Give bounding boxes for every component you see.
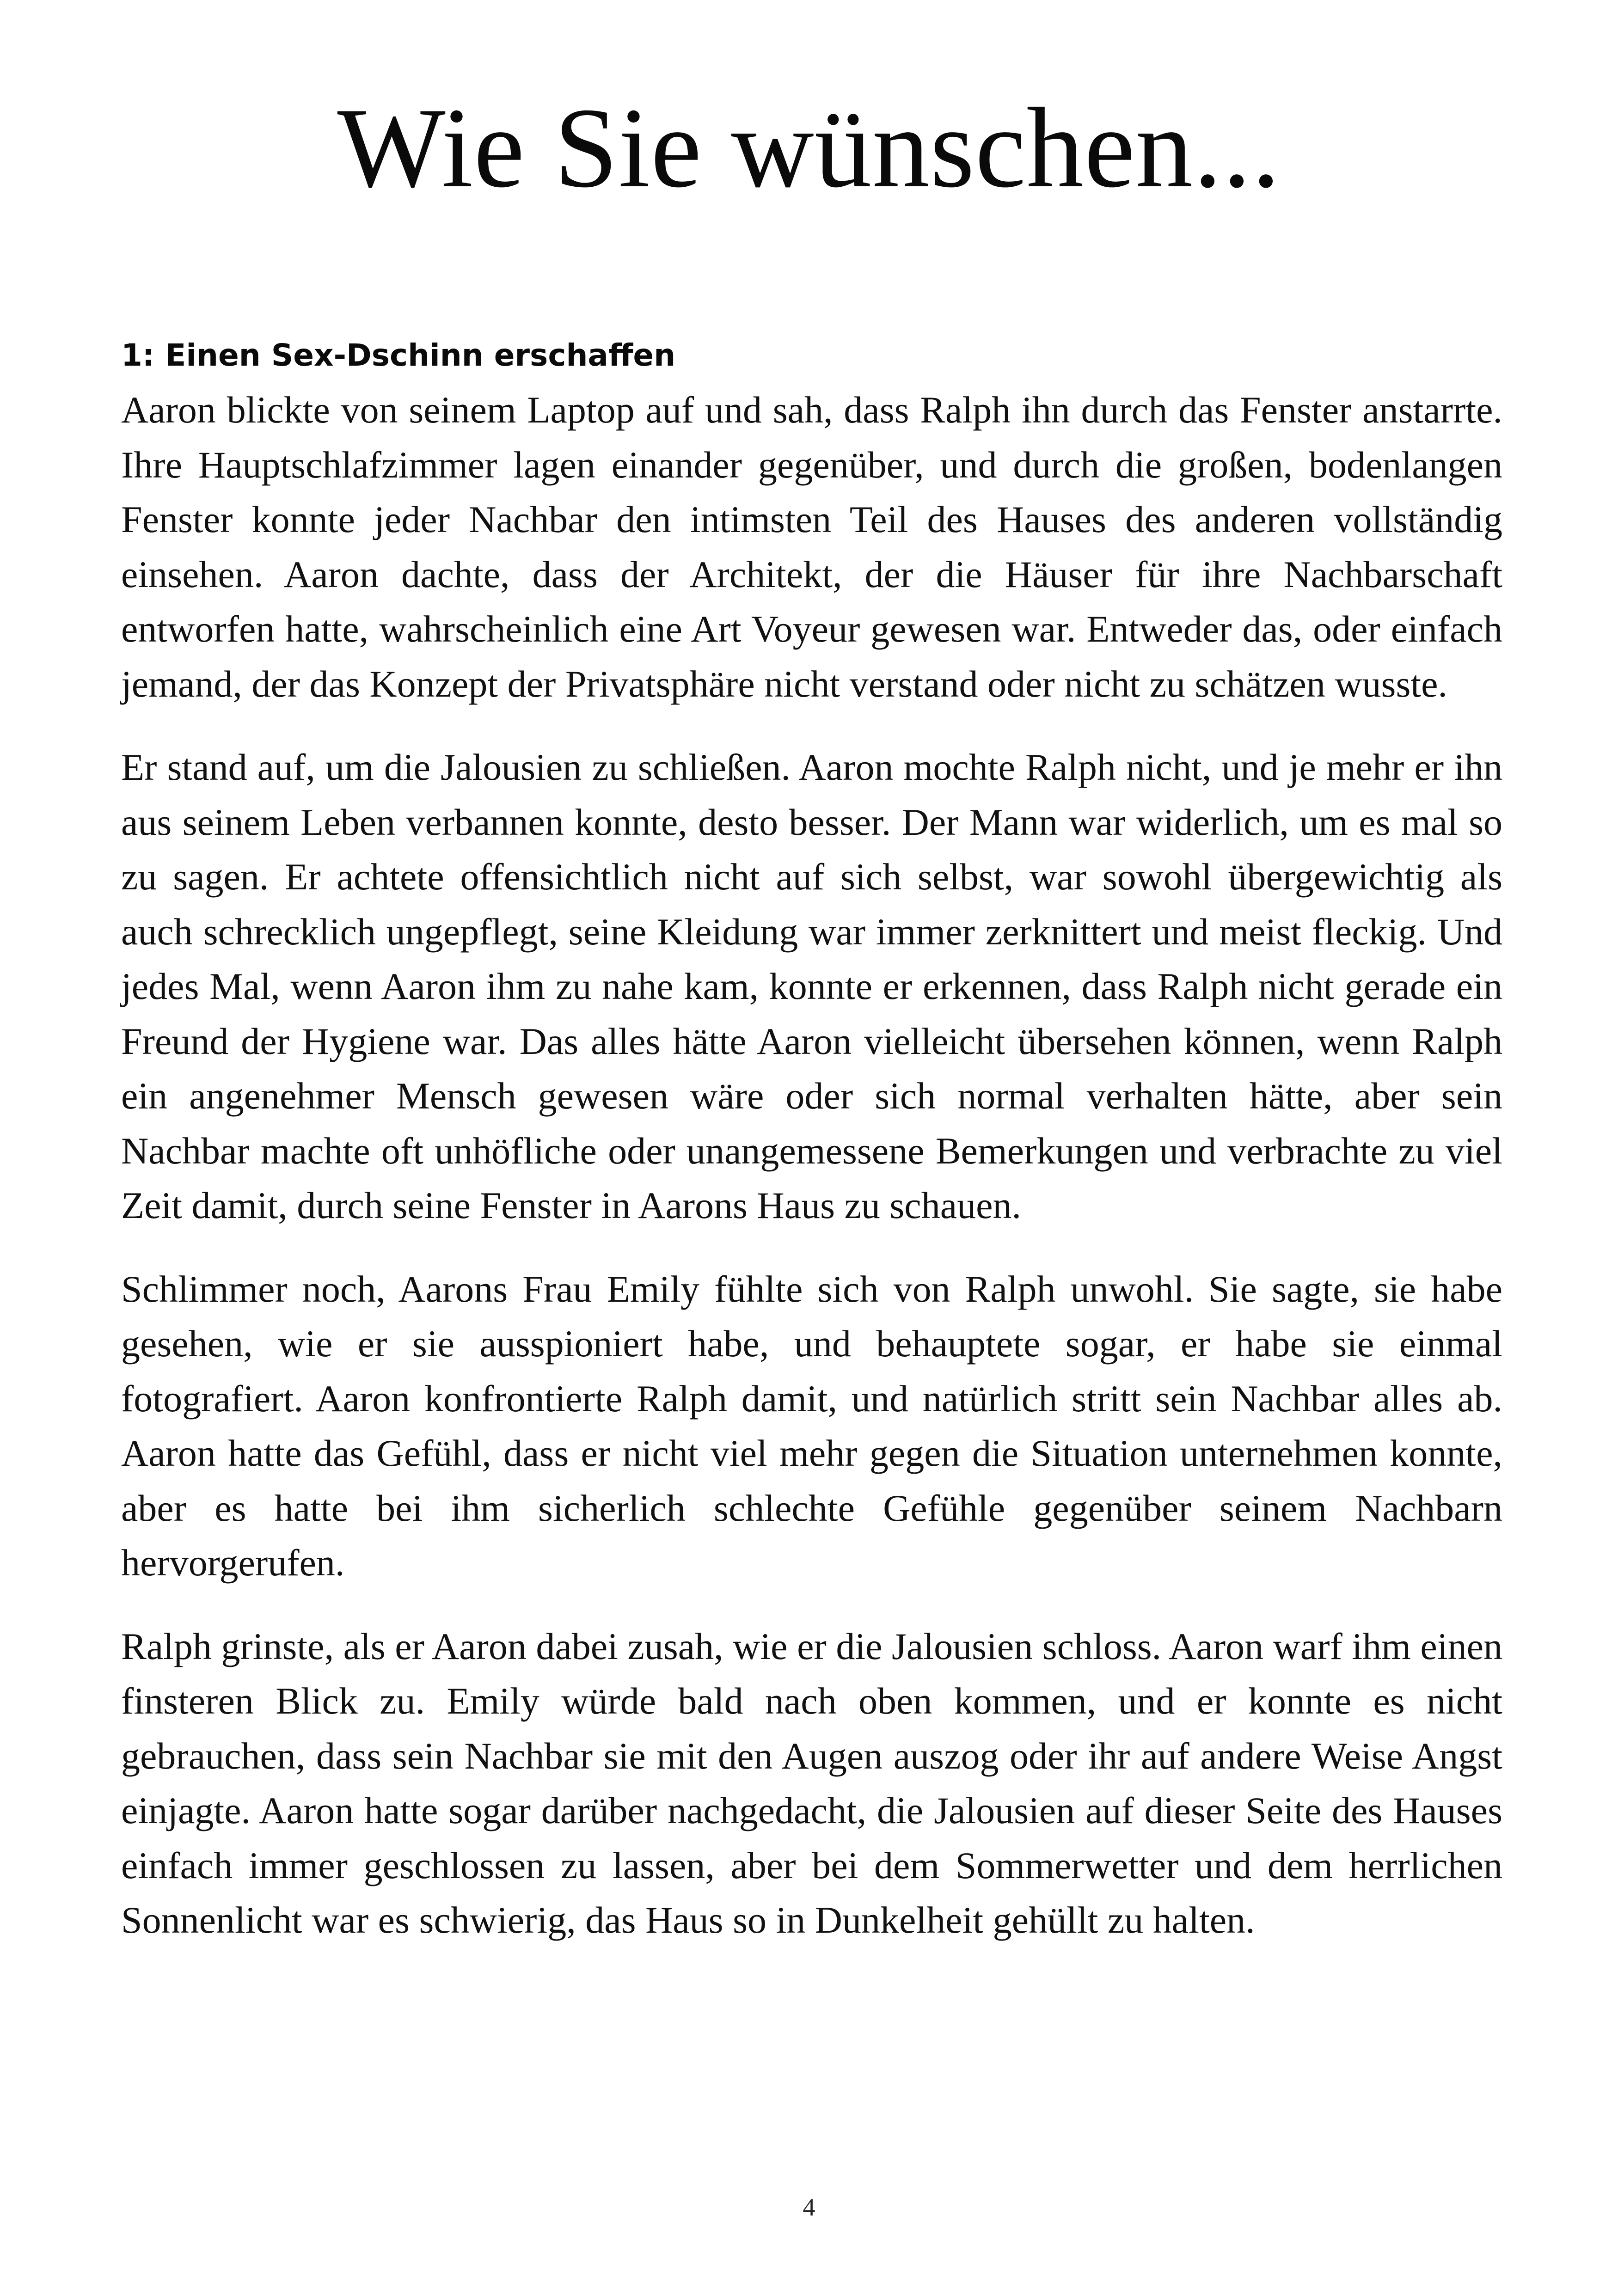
- paragraph-4: Ralph grinste, als er Aaron dabei zusah, wie er die Jalousien schloss. Aaron warf ihm einen finsteren Blick zu. Emily würde bald nach oben kommen, und er konnte es nicht gebrauchen, dass sein Nachbar sie mit den Augen auszog oder ihr auf andere Weise Angst einjagte. Aaron hatte sogar darüber nachgedacht, die Jalousien auf dieser Seite des Hauses einfach immer geschlossen zu lassen, aber bei dem Sommerwetter und dem herrlichen Sonnenlicht war es schwierig, das Haus so in Dunkelheit gehüllt zu halten.: [121, 1625, 1502, 1941]
- chapter-content: [121, 328, 1502, 1977]
- paragraph-3: Schlimmer noch, Aarons Frau Emily fühlte sich von Ralph unwohl. Sie sagte, sie habe gesehen, wie er sie ausspioniert habe, und behauptete sogar, er habe sie einmal fotografiert. Aaron konfrontierte Ralph damit, und natürlich stritt sein Nachbar alles ab. Aaron hatte das Gefühl, dass er nicht viel mehr gegen die Situation unternehmen konnte, aber es hatte bei ihm sicherlich schlechte Gefühle gegenüber seinem Nachbarn hervorgerufen.: [121, 1267, 1502, 1584]
- paragraph-2: Er stand auf, um die Jalousien zu schließen. Aaron mochte Ralph nicht, und je mehr er ihn aus seinem Leben verbannen konnte, desto besser. Der Mann war widerlich, um es mal so zu sagen. Er achtete offensichtlich nicht auf sich selbst, war sowohl übergewichtig als auch schrecklich ungepflegt, seine Kleidung war immer zerknittert und meist fleckig. Und jedes Mal, wenn Aaron ihm zu nahe kam, konnte er erkennen, dass Ralph nicht gerade ein Freund der Hygiene war. Das alles hätte Aaron vielleicht übersehen können, wenn Ralph ein angenehmer Mensch gewesen wäre oder sich normal verhalten hätte, aber sein Nachbar machte oft unhöfliche oder unangemessene Bemerkungen und verbrachte zu viel Zeit damit, durch seine Fenster in Aarons Haus zu schauen.: [121, 746, 1502, 1226]
- book-title: Wie Sie wünschen...: [337, 84, 1281, 211]
- chapter-heading: 1: Einen Sex-Dschinn erschaffen: [121, 337, 676, 373]
- paragraph-1: Aaron blickte von seinem Laptop auf und sah, dass Ralph ihn durch das Fenster anstarrte. Ihre Hauptschlafzimmer lagen einander gegenüber, und durch die großen, bodenlangen Fenster konnte jeder Nachbar den intimsten Teil des Hauses des anderen vollständig einsehen. Aaron dachte, dass der Architekt, der die Häuser für ihre Nachbarschaft entworfen hatte, wahrscheinlich eine Art Voyeur gewesen war. Entweder das, oder einfach jemand, der das Konzept der Privatsphäre nicht verstand oder nicht zu schätzen wusste.: [121, 389, 1502, 705]
- page-number: 4: [803, 2193, 815, 2221]
